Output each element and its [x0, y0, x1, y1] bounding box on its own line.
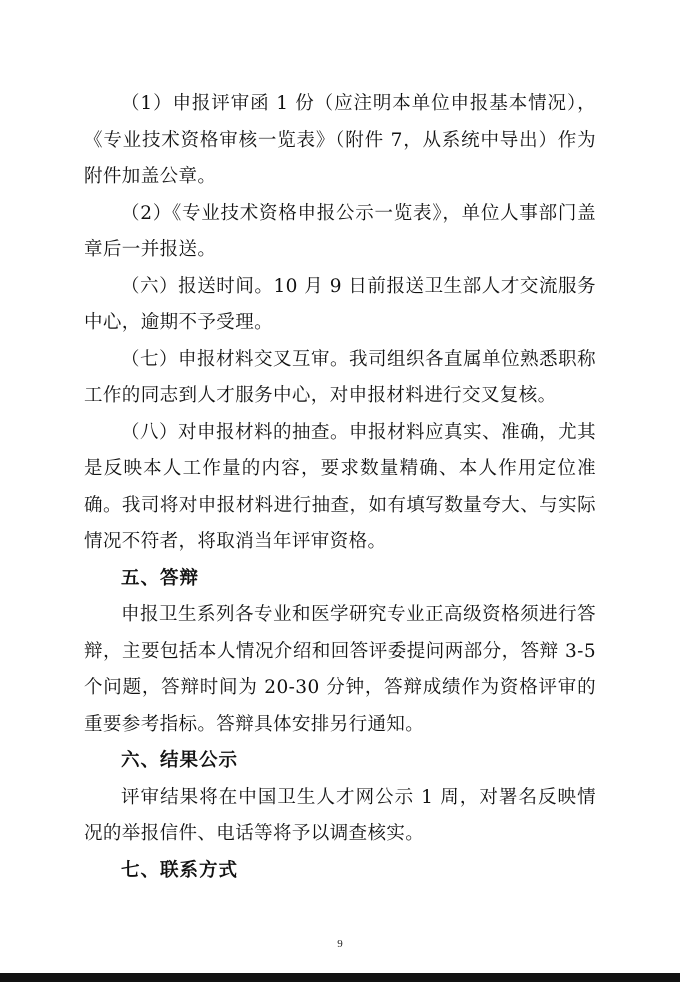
section-heading-contact: 七、联系方式	[121, 859, 239, 881]
document-body	[84, 86, 596, 889]
paragraph-result-publicity: 评审结果将在中国卫生人才网公示 1 周，对署名反映情况的举报信件、电话等将予以调查核实。	[84, 786, 596, 844]
paragraph-cross-review: （七）申报材料交叉互审。我司组织各直属单位熟悉职称工作的同志到人才服务中心，对申报材料进行交叉复核。	[84, 348, 596, 406]
section-heading-defense: 五、答辩	[121, 567, 200, 589]
paragraph-submission-time: （六）报送时间。10 月 9 日前报送卫生部人才交流服务中心，逾期不予受理。	[84, 275, 596, 333]
scan-bottom-border	[0, 973, 680, 982]
paragraph-spot-check: （八）对申报材料的抽查。申报材料应真实、准确，尤其是反映本人工作量的内容，要求数量精确、本人作用定位准确。我司将对申报材料进行抽查，如有填写数量夸大、与实际情况不符者，将取消当年评审资格。	[84, 421, 596, 552]
paragraph-application-letter: （1）申报评审函 1 份（应注明本单位申报基本情况），《专业技术资格审核一览表》（附件 7，从系统中导出）作为附件加盖公章。	[84, 93, 596, 187]
page-number: 9	[337, 938, 343, 950]
paragraph-defense: 申报卫生系列各专业和医学研究专业正高级资格须进行答辩，主要包括本人情况介绍和回答评委提问两部分，答辩 3-5 个问题，答辩时间为 20-30 分钟，答辩成绩作为资格评审的重要参考指标。答辩具体安排另行通知。	[84, 604, 596, 735]
section-heading-result-publicity: 六、结果公示	[121, 750, 239, 771]
paragraph-publicity-list: （2）《专业技术资格申报公示一览表》，单位人事部门盖章后一并报送。	[84, 202, 596, 260]
